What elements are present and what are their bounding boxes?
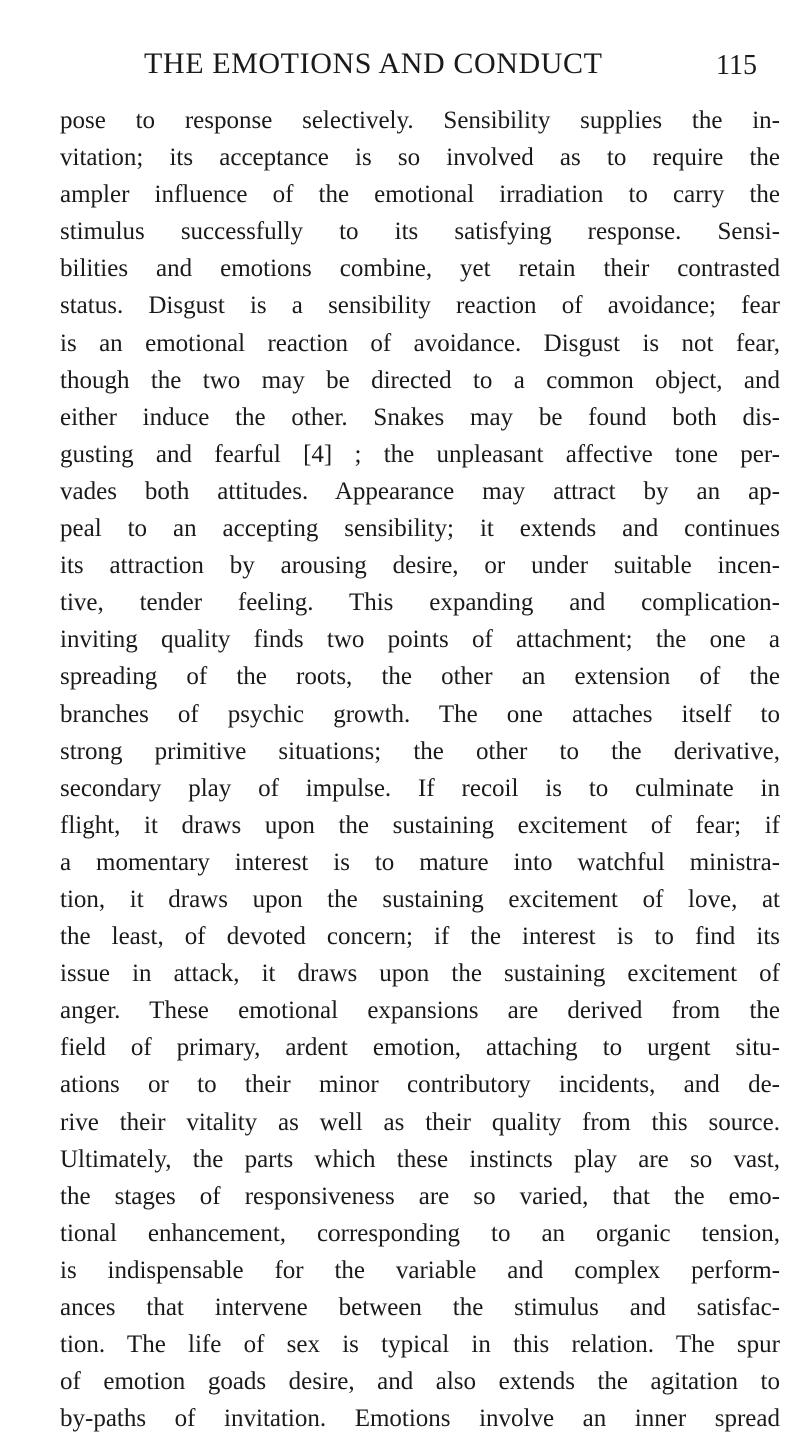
text-line: status. Disgust is a sensibility reaction of avoidance; fear: [60, 292, 780, 320]
text-line: rive their vitality as well as their quality from this source.: [60, 1108, 780, 1136]
body-text: [60, 102, 780, 1437]
text-line: the stages of responsiveness are so varied, that the emo-: [60, 1182, 780, 1210]
text-line: ampler influence of the emotional irradiation to carry the: [60, 181, 780, 209]
text-line: its attraction by arousing desire, or under suitable incen-: [60, 552, 780, 580]
text-line: gusting and fearful [4] ; the unpleasant affective tone per-: [60, 440, 780, 468]
text-line: tional enhancement, corresponding to an organic tension,: [60, 1219, 780, 1247]
text-line: strong primitive situations; the other to the derivative,: [60, 737, 780, 765]
text-line: bilities and emotions combine, yet retain their contrasted: [60, 255, 780, 283]
page-number: 115: [716, 50, 757, 81]
text-line: peal to an accepting sensibility; it extends and continues: [60, 515, 780, 543]
text-line: is indispensable for the variable and complex perform-: [60, 1256, 780, 1284]
text-line: spreading of the roots, the other an extension of the: [60, 663, 780, 691]
text-line: stimulus successfully to its satisfying response. Sensi-: [60, 218, 780, 246]
text-line: branches of psychic growth. The one attaches itself to: [60, 700, 780, 728]
text-line: flight, it draws upon the sustaining excitement of fear; if: [60, 811, 780, 839]
text-line: ances that intervene between the stimulus and satisfac-: [60, 1294, 780, 1321]
text-line: tion, it draws upon the sustaining excitement of love, at: [60, 885, 780, 913]
text-line: ations or to their minor contributory incidents, and de-: [60, 1071, 780, 1099]
text-line: tion. The life of sex is typical in this relation. The spur: [60, 1331, 780, 1359]
text-line: either induce the other. Snakes may be found both dis-: [60, 403, 780, 431]
text-line: the least, of devoted concern; if the interest is to find its: [60, 923, 780, 951]
text-line: tive, tender feeling. This expanding and complication-: [60, 589, 780, 617]
text-line: a momentary interest is to mature into watchful ministra-: [60, 848, 780, 876]
text-line: of emotion goads desire, and also extends the agitation to: [60, 1368, 780, 1396]
text-line: field of primary, ardent emotion, attaching to urgent situ-: [60, 1034, 780, 1062]
running-head: [0, 44, 801, 84]
text-line: secondary play of impulse. If recoil is to culminate in: [60, 774, 780, 802]
text-line: vades both attitudes. Appearance may attract by an ap-: [60, 477, 780, 505]
text-line: by-paths of invitation. Emotions involve an inner spread: [60, 1405, 780, 1433]
running-head-title: THE EMOTIONS AND CONDUCT: [144, 47, 603, 80]
text-line: Ultimately, the parts which these instincts play are so vast,: [60, 1145, 780, 1173]
text-line: is an emotional reaction of avoidance. Disgust is not fear,: [60, 329, 780, 357]
text-line: issue in attack, it draws upon the sustaining excitement of: [60, 960, 780, 988]
text-line: anger. These emotional expansions are derived from the: [60, 997, 780, 1025]
text-line: pose to response selectively. Sensibility supplies the in-: [60, 107, 780, 134]
text-line: vitation; its acceptance is so involved as to require the: [60, 144, 780, 172]
text-line: inviting quality finds two points of attachment; the one a: [60, 626, 780, 654]
text-line: though the two may be directed to a common object, and: [60, 366, 780, 394]
